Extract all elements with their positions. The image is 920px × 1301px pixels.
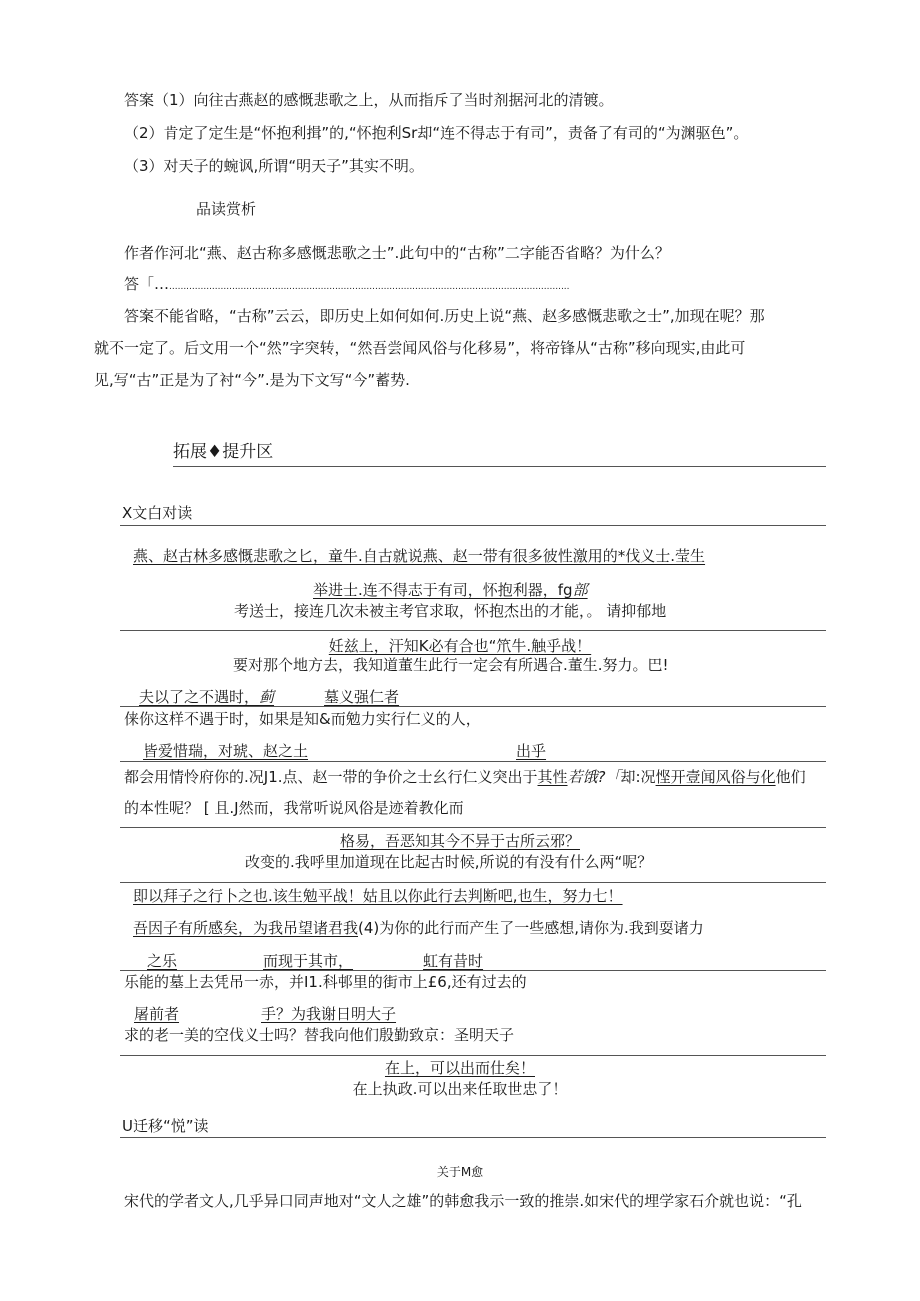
row-7: 俫你这样不遇于时，如果是知&而勉力实行仁义的人， <box>124 710 481 728</box>
row-9-a: 都会用情怜府你的.况J1.点、赵一带的争价之士幺行仁义突出于 <box>124 768 538 786</box>
row-9-e: 悭开壹闻风俗与化 <box>655 768 776 786</box>
row-2-text: 举进士.连不得志于有司，怀抱利器，fg <box>313 581 573 599</box>
section-title: 拓展♦提升区 <box>173 442 274 462</box>
row-4-text: 妊兹上，汗知K必有合也“笊牛.触乎战！ <box>328 637 592 655</box>
row-18: 求的老一美的空伐义士吗？替我向他们殷勤致京：圣明天子 <box>124 1026 515 1044</box>
row-6-a: 夫以了之不遇时， <box>139 688 260 706</box>
row-17-a: 屠前者 <box>134 1005 180 1023</box>
row-15-b: 而现于其市， <box>263 952 354 970</box>
row-15 <box>147 951 483 971</box>
rule-8 <box>120 1055 826 1056</box>
row-13-text: 即以拜子之行卜之也.该生勉平战！姑且以你此行去判断吧,也生，努力七！ <box>133 887 623 905</box>
subsection-title-1: X文白对读 <box>122 504 193 522</box>
row-9-b: 其性 <box>537 768 568 786</box>
row-9-d: 却:况 <box>620 768 656 786</box>
answer2-line-3: 见,写“古”正是为了衬“今”.是为下文写“今”蓄势. <box>94 371 410 389</box>
row-11-text: 格易，吾恶知其今不异于古所云邪？ <box>339 832 580 850</box>
answer-blank <box>124 274 570 297</box>
row-10: 的本性呢？ [ 且.J然而，我常听说风俗是迹着教化而 <box>124 799 464 817</box>
rule-5 <box>120 827 826 828</box>
rule-9 <box>120 1137 826 1138</box>
row-4 <box>0 636 920 656</box>
answer-prefix: 答「… <box>124 275 170 293</box>
row-3: 考送士，接连几次未被主考官求取，怀抱杰出的才能，。 请抑郁地 <box>234 602 667 620</box>
answer-dots: ............................................................................................................................................ <box>169 282 570 292</box>
appreciation-question: 作者作河北“燕、赵古称多感慨悲歌之士”.此句中的“古称”二字能否省略？为什么？ <box>124 244 670 262</box>
row-20: 在上执政.可以出来任取世忠了！ <box>352 1080 568 1098</box>
row-14 <box>133 918 704 938</box>
appreciation-heading: 品读赏析 <box>196 200 257 218</box>
answer-line-1: 答案（1）向往古燕赵的感慨悲歌之上，从而指斥了当时剂据河北的清镀。 <box>124 91 614 109</box>
answer-line-2: （2）肯定了定生是“怀抱利揖”的,“怀抱利Sr却“连不得志于有司”，责备了有司的“为渊驱色”。 <box>124 124 749 142</box>
row-9-f: 他们 <box>775 768 806 786</box>
row-1 <box>133 546 705 566</box>
row-13 <box>133 886 623 906</box>
row-19 <box>0 1058 920 1078</box>
rule-7 <box>120 970 826 971</box>
row-6 <box>139 687 399 707</box>
row-14-b: (4)为你的此行而产生了一些感想,请你为.我到耍诸力 <box>358 919 704 937</box>
rule-1 <box>120 525 826 526</box>
row-8-a: 皆爱惜瑞，对琥、赵之土 <box>143 742 309 760</box>
rule-4 <box>120 761 826 762</box>
rule-3 <box>120 706 826 707</box>
row-2 <box>313 580 588 600</box>
answer2-line-2: 就不一定了。后文用一个“然”字突转，“然吾尝闻风俗与化移易”，将帝锋从“古称”移向现实,由此可 <box>94 339 746 357</box>
row-16: 乐能的墓上去凭吊一赤，并I1.科邨里的街市上£6,还有过去的 <box>124 973 527 991</box>
row-12: 改变的.我呼里加道现在比起古时候,所说的有没有什么两“呢？ <box>245 853 653 871</box>
rule-6 <box>120 882 826 883</box>
row-15-a: 之乐 <box>147 952 178 970</box>
row-15-c: 虹有昔时 <box>423 952 484 970</box>
answer-line-3: （3）对天子的蜿讽,所谓“明天子”其实不明。 <box>124 157 424 175</box>
subsection-title-2: U迁移“悦”读 <box>122 1117 209 1135</box>
row-11 <box>0 831 920 851</box>
rule-2 <box>120 630 826 631</box>
row-14-a: 吾因子有所感矣，为我吊望诸君我 <box>133 919 359 937</box>
row-6-c: 墓义强仁者 <box>324 688 400 706</box>
row-9 <box>124 767 806 787</box>
article-line-1: 宋代的学者文人,几乎异口同声地对“文人之雄”的韩愈我示一致的推崇.如宋代的埋学家石介就也说：“孔 <box>124 1192 802 1210</box>
row-17 <box>134 1004 396 1024</box>
row-6-b: 蓟 <box>259 688 275 706</box>
row-5: 要对那个地方去，我知道董生此行一定会有所遇合.董生.努力。巴! <box>233 656 669 674</box>
row-1-text: 燕、赵古林多感慨悲歌之匕，童牛.自古就说燕、赵一带有很多彼性激用的*伐义士.莹生 <box>133 547 706 565</box>
row-9-c: 若饿?「 <box>567 768 621 786</box>
answer2-line-1: 答案不能省略，“古称”云云，即历史上如何如何.历史上说“燕、赵多感慨悲歌之士”,加现在呢？那 <box>124 307 765 325</box>
row-8 <box>143 741 546 761</box>
section-rule <box>173 466 826 467</box>
row-17-b: 手？为我谢日明大子 <box>261 1005 397 1023</box>
row-8-b: 出乎 <box>516 742 547 760</box>
article-title: 关于M愈 <box>436 1165 484 1179</box>
row-2-italic: 部 <box>572 581 588 599</box>
row-19-text: 在上，可以出而仕矣！ <box>384 1059 535 1077</box>
